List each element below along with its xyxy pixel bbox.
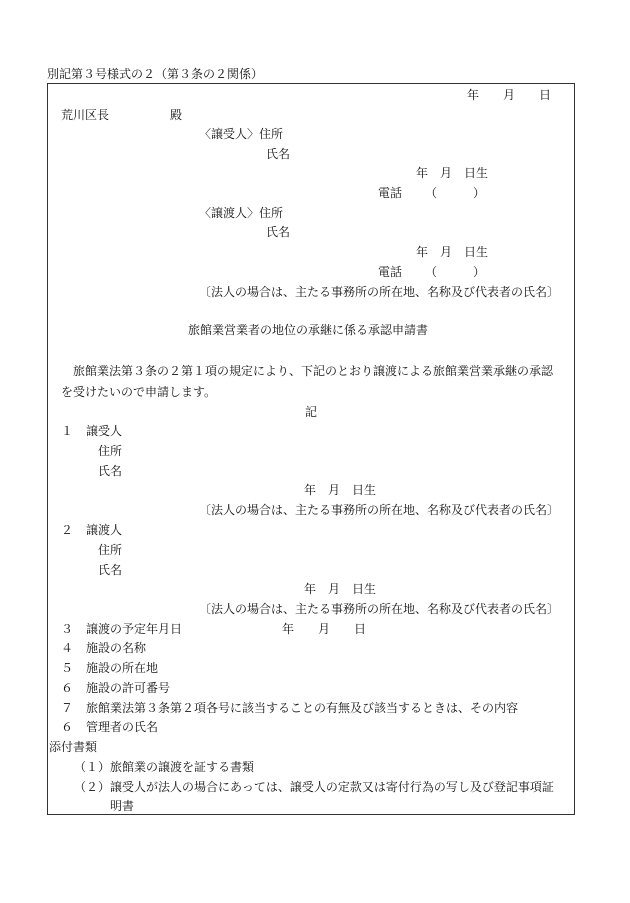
transferee-address-label: 〈譲受人〉住所 (199, 127, 284, 141)
addressee-honorific: 殿 (170, 108, 183, 122)
ki-heading: 記 (305, 405, 318, 419)
body-line-1: 旅館業法第３条の２第１項の規定により、下記のとおり譲渡による旅館業営業承継の承認 (73, 364, 554, 378)
transferor-phone-paren: （ ） (425, 265, 486, 279)
item-3-year: 年 (282, 622, 295, 636)
item-2-address: 住所 (98, 543, 123, 557)
transferee-phone-label: 電話 (378, 186, 403, 200)
transferor-name-label: 氏名 (266, 225, 291, 239)
item-1-address: 住所 (98, 444, 123, 458)
item-2-note: 〔法人の場合は、主たる事務所の所在地、名称及び代表者の氏名〕 (199, 602, 560, 616)
attachment-2-text-continued: 明書 (110, 799, 135, 813)
document-title: 旅館業営業者の地位の承継に係る承認申請書 (188, 323, 429, 337)
transferee-birth-label: 年 月 日生 (416, 166, 489, 180)
attachment-2-text: 譲受人が法人の場合にあっては、譲受人の定款又は寄付行為の写し及び登記事項証 (110, 780, 554, 794)
item-2-birth: 年 月 日生 (304, 582, 377, 596)
addressee-name: 荒川区長 (61, 108, 110, 122)
item-2-name: 氏名 (98, 563, 123, 577)
date-year-label: 年 (467, 88, 480, 102)
item-3-month: 月 (318, 622, 331, 636)
item-1-name: 氏名 (98, 464, 123, 478)
item-8-number: ６ (61, 720, 74, 734)
transferor-birth-label: 年 月 日生 (416, 245, 489, 259)
transferor-phone-label: 電話 (378, 265, 403, 279)
transferee-name-label: 氏名 (266, 147, 291, 161)
transferor-address-label: 〈譲渡人〉住所 (199, 206, 284, 220)
item-2-number: ２ (61, 523, 74, 537)
item-2-label: 譲渡人 (86, 523, 123, 537)
item-1-note: 〔法人の場合は、主たる事務所の所在地、名称及び代表者の氏名〕 (199, 503, 560, 517)
corporate-note: 〔法人の場合は、主たる事務所の所在地、名称及び代表者の氏名〕 (199, 285, 560, 299)
item-1-label: 譲受人 (86, 424, 123, 438)
item-1-birth: 年 月 日生 (304, 483, 377, 497)
item-7-label: 旅館業法第３条第２項各号に該当することの有無及び該当するときは、その内容 (86, 701, 519, 715)
item-3-number: ３ (61, 622, 74, 636)
attachment-1-text: 旅館業の譲渡を証する書類 (110, 760, 255, 774)
attachment-2-number: （２） (74, 780, 111, 794)
attachments-heading: 添付書類 (49, 740, 98, 754)
body-line-2: を受けたいので申請します。 (61, 385, 217, 399)
item-3-label: 譲渡の予定年月日 (86, 622, 183, 636)
form-header: 別記第３号様式の２（第３条の２関係） (47, 67, 264, 81)
item-3-day: 日 (354, 622, 367, 636)
date-day-label: 日 (539, 88, 552, 102)
item-8-label: 管理者の氏名 (86, 720, 159, 734)
transferee-phone-paren: （ ） (425, 186, 486, 200)
item-1-number: １ (61, 424, 74, 438)
attachment-1-number: （１） (74, 760, 111, 774)
item-6-number: ６ (61, 681, 74, 695)
item-5-label: 施設の所在地 (86, 661, 159, 675)
item-7-number: ７ (61, 701, 74, 715)
item-5-number: ５ (61, 661, 74, 675)
item-4-number: ４ (61, 641, 74, 655)
item-4-label: 施設の名称 (86, 641, 147, 655)
item-6-label: 施設の許可番号 (86, 681, 171, 695)
date-month-label: 月 (503, 88, 516, 102)
